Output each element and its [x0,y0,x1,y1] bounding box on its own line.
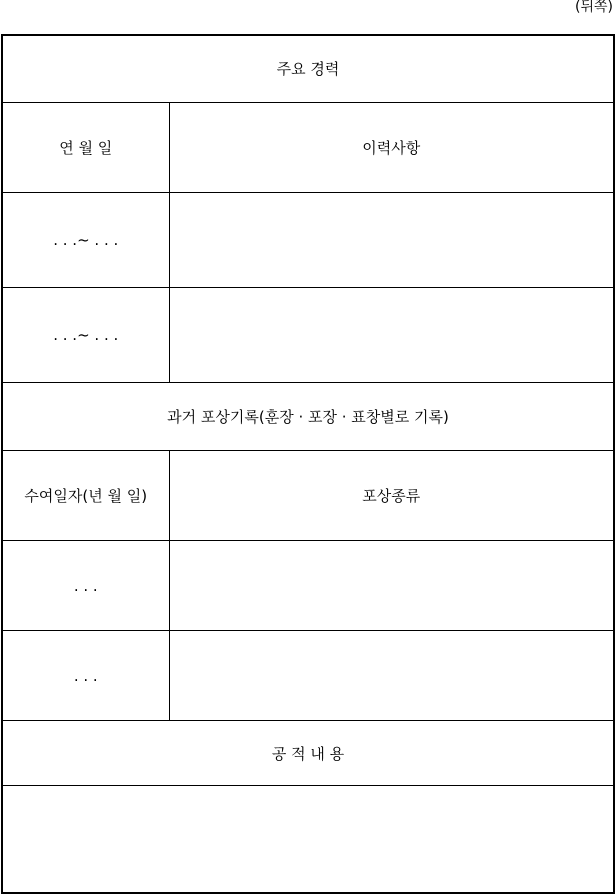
career-section-title: 주요 경력 [2,35,614,102]
career-content-header: 이력사항 [169,102,614,192]
awards-date-cell[interactable]: . . . [2,541,169,631]
awards-column-header-row [2,450,614,540]
career-section-header-row [2,35,614,102]
table-row [2,631,614,721]
merit-section-title: 공 적 내 용 [2,721,614,786]
career-date-cell[interactable]: . . .~ . . . [2,287,169,382]
page-side-note: (뒤쪽) [575,0,613,15]
table-row [2,541,614,631]
awards-section-title: 과거 포상기록(훈장 · 포장 · 표창별로 기록) [2,382,614,450]
awards-date-header: 수여일자(년 월 일) [2,450,169,540]
career-date-header: 연 월 일 [2,102,169,192]
awards-section-header-row [2,382,614,450]
merit-section-header-row [2,721,614,786]
awards-type-cell[interactable] [169,631,614,721]
table-row [2,287,614,382]
career-content-cell[interactable] [169,287,614,382]
awards-type-cell[interactable] [169,541,614,631]
career-date-cell[interactable]: . . .~ . . . [2,192,169,287]
awards-date-cell[interactable]: . . . [2,631,169,721]
awards-type-header: 포상종류 [169,450,614,540]
merit-content-row [2,786,614,893]
merit-content-cell[interactable] [2,786,614,893]
career-column-header-row [2,102,614,192]
record-form-table [1,34,615,894]
career-content-cell[interactable] [169,192,614,287]
table-row [2,192,614,287]
